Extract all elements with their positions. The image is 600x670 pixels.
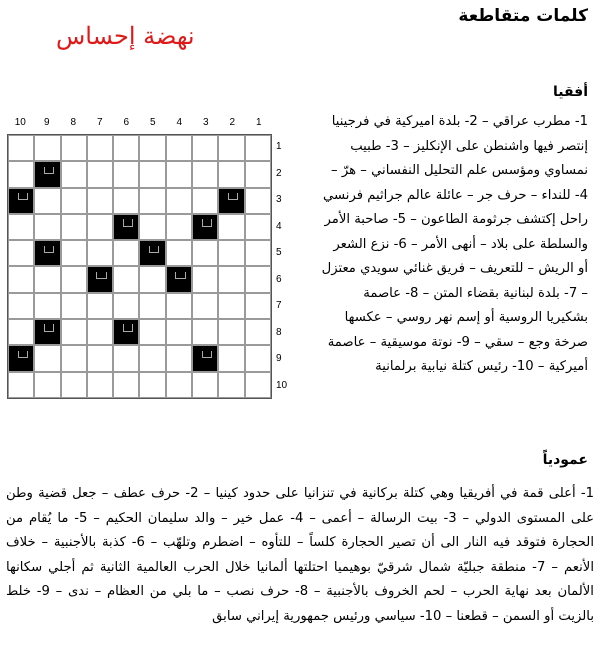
grid-cell[interactable] [192,266,218,292]
black-cell [192,214,218,240]
down-clue: ما بلي من العظام [106,584,209,599]
across-clues [320,110,588,380]
black-cell [34,161,60,187]
down-clue: اضطرم وتلهّب [163,535,244,550]
clue-separator: – [49,584,68,599]
across-clue: سقي [484,334,514,350]
clue-separator: – [526,187,542,203]
grid-cell[interactable] [245,372,271,398]
clue-separator: – [523,261,539,276]
across-clue: هرّ [341,163,357,178]
row-numbers [276,134,292,399]
across-clue: عاصمة أميركية [327,334,588,374]
grid-cell[interactable] [166,345,192,371]
across-clue: 4- للنداء [541,187,588,203]
across-clue: فريق غنائي سويدي معتزل [321,261,466,276]
grid-cell[interactable] [113,161,139,187]
clue-separator: – [144,535,163,550]
grid-cell[interactable] [218,135,244,161]
clue-separator: – [513,334,529,350]
grid-cell[interactable] [139,188,165,214]
grid-cell[interactable] [61,214,87,240]
clue-separator: – [456,510,475,526]
site-logo: نهضة إحساس [56,22,195,50]
grid-cell[interactable] [166,240,192,266]
down-clue: 6- كذبة بالأجنبية [53,535,145,550]
row-number: 5 [276,247,282,258]
clue-separator: – [406,236,422,252]
across-clue: 10- رئيس كتلة نيابية برلمانية [375,359,534,374]
column-number: 9 [43,117,50,128]
grid-cell[interactable] [87,293,113,319]
page-title: كلمات متقاطعة [458,6,588,26]
clue-separator: – [303,510,322,526]
grid-cell[interactable] [192,293,218,319]
grid-cell[interactable] [245,214,271,240]
grid-cell[interactable] [192,161,218,187]
grid-cell[interactable] [113,188,139,214]
grid-cell[interactable] [113,293,139,319]
grid-cell[interactable] [61,372,87,398]
grid-cell[interactable] [34,372,60,398]
down-clue: جعل قضية وطن على المستوى الدولي [6,486,595,526]
down-clue: 8- حرف نصب [226,584,309,599]
grid-cell[interactable] [8,293,34,319]
down-clue: 2- حرف عطف [113,486,199,501]
grid-cell[interactable] [87,214,113,240]
black-cell [34,240,60,266]
grid-cell[interactable] [245,188,271,214]
clue-separator: – [291,535,310,550]
grid-cell[interactable] [139,135,165,161]
black-cell [8,188,34,214]
across-clue: أنهى الأمر [421,236,476,252]
grid-cell[interactable] [218,240,244,266]
grid-cell[interactable] [61,319,87,345]
grid-cell[interactable] [245,293,271,319]
down-heading: عمودياً [542,452,588,468]
down-clue: 3- بيت الرسالة [370,510,457,526]
grid-cell[interactable] [245,266,271,292]
clue-separator: – [243,535,262,550]
clue-separator: – [331,163,342,178]
black-cell [166,266,192,292]
grid-cell[interactable] [218,319,244,345]
across-clue: 6- نزع الشعر أو الريش [333,236,588,276]
row-number: 9 [276,353,282,364]
clue-separator: – [215,510,234,526]
grid-cell[interactable] [192,188,218,214]
grid-cell[interactable] [34,293,60,319]
across-heading: أفقيا [552,84,588,100]
grid-cell[interactable] [218,293,244,319]
grid-cell[interactable] [8,240,34,266]
clue-separator: – [381,310,397,325]
across-clue: عكسها صرخة وجع [344,310,588,350]
column-numbers [7,117,272,131]
clue-separator: – [365,334,381,350]
crossword-grid[interactable] [7,134,272,399]
grid-cell[interactable] [113,135,139,161]
grid-cell[interactable] [113,266,139,292]
grid-cell[interactable] [218,372,244,398]
grid-cell[interactable] [87,240,113,266]
row-number: 10 [276,379,288,391]
clue-separator: – [35,535,54,550]
clue-separator: – [308,584,327,599]
row-number: 4 [276,220,282,232]
grid-cell[interactable] [34,266,60,292]
row-number: 1 [276,141,282,152]
grid-cell[interactable] [245,319,271,345]
grid-cell[interactable] [34,214,60,240]
black-cell [113,319,139,345]
grid-cell[interactable] [61,240,87,266]
column-number: 10 [14,117,26,128]
column-number: 4 [176,117,183,128]
clue-separator: – [418,285,434,301]
row-number: 8 [276,326,282,338]
grid-cell[interactable] [139,319,165,345]
row-number: 3 [276,194,282,205]
grid-cell[interactable] [166,214,192,240]
across-clue: حرف جر [477,187,527,203]
black-cell [34,319,60,345]
down-clue: 4- عمل خير [233,510,304,526]
grid-cell[interactable] [166,135,192,161]
clue-separator: – [87,510,106,526]
grid-cell[interactable] [245,345,271,371]
grid-cell[interactable] [34,345,60,371]
clue-separator: – [88,584,107,599]
down-clue: لحم الخروف بالأجنبية [326,584,445,599]
across-clue: 7- بلدة لبنانية بقضاء المتن [433,285,578,301]
grid-cell[interactable] [218,161,244,187]
across-clue: 1- مطرب عراقي [492,114,588,129]
across-clue: 8- عاصمة بشكيريا الروسية أو إسم نهر روسي [363,285,588,325]
grid-cell[interactable] [113,240,139,266]
clue-separator: – [208,584,227,599]
down-clue: للتأوه [261,535,292,550]
column-number: 5 [149,117,156,128]
grid-cell[interactable] [166,372,192,398]
grid-cell[interactable] [87,319,113,345]
grid-cell[interactable] [87,372,113,398]
down-clue: والد سليمان الحكيم [105,510,216,526]
grid-cell[interactable] [245,161,271,187]
across-clue: للتعريف [480,261,524,276]
grid-cell[interactable] [139,293,165,319]
down-clue: 7- منطقة جبليّة شمال شرقيّ بوهيميا احتلتها ألمانيا خلال الحرب العالمية الثانية ثم أجلي سكانها الألمان بعد نهاية الحرب [6,559,594,599]
grid-cell[interactable] [245,135,271,161]
down-clue: 9- خلط بالزيت أو السمن [6,584,594,624]
clue-separator: – [545,559,564,575]
column-number: 7 [96,117,103,128]
clue-separator: – [533,359,549,374]
clue-separator: – [487,608,503,624]
column-number: 3 [202,117,209,128]
grid-cell[interactable] [139,266,165,292]
down-clue: ندى [67,584,89,599]
across-clue: 3- طبيب نمساوي ومؤسس علم التحليل النفساني [350,138,588,178]
column-number: 8 [70,117,77,128]
down-clue: 5- ما يُقام من الحجارة فتوقد فيه النار الى أن تصير الحجارة كلساً [6,510,594,550]
black-cell [8,345,34,371]
grid-cell[interactable] [61,266,87,292]
clue-separator: – [398,138,414,154]
grid-cell[interactable] [166,293,192,319]
grid-cell[interactable] [166,319,192,345]
grid-cell[interactable] [87,161,113,187]
column-number: 1 [255,117,262,128]
black-cell [87,266,113,292]
grid-cell[interactable] [113,372,139,398]
grid-cell[interactable] [218,345,244,371]
clue-separator: – [469,334,485,350]
grid-cell[interactable] [166,188,192,214]
clue-separator: – [198,486,216,501]
grid-cell[interactable] [61,188,87,214]
grid-cell[interactable] [245,240,271,266]
clue-separator: – [477,114,493,129]
across-clue: 5- صاحبة الأمر والسلطة على بلاد [324,212,588,252]
grid-cell[interactable] [192,319,218,345]
column-number: 6 [123,117,130,128]
grid-cell[interactable] [8,266,34,292]
grid-cell[interactable] [8,319,34,345]
clue-separator: – [475,236,491,252]
across-clue: 9- نوتة موسيقية [380,334,470,350]
grid-cell[interactable] [87,345,113,371]
clue-separator: – [465,261,481,276]
grid-cell[interactable] [61,161,87,187]
grid-cell[interactable] [8,135,34,161]
black-cell [192,345,218,371]
black-cell [218,188,244,214]
down-clue: 1- أعلى قمة في أفريقيا وهي كتلة بركانية في تنزانيا على حدود كينيا [215,486,594,501]
clue-separator: – [577,285,588,301]
black-cell [139,240,165,266]
clue-separator: – [406,212,421,227]
grid-cell[interactable] [192,240,218,266]
grid-cell[interactable] [8,161,34,187]
down-clue: أعمى [321,510,352,526]
down-clues [6,482,594,629]
grid-cell[interactable] [166,161,192,187]
down-clue: قطعنا [456,608,488,624]
across-clue: عائلة عالم جراثيم فرنسي راحل إكتشف جرثومة الطاعون [323,187,588,227]
black-cell [113,214,139,240]
grid-cell[interactable] [8,372,34,398]
row-number: 6 [276,273,282,285]
grid-cell[interactable] [218,266,244,292]
clue-separator: – [351,510,371,526]
row-number: 7 [276,300,282,311]
grid-cell[interactable] [87,188,113,214]
column-number: 2 [229,117,236,128]
across-clue: 2- بلدة اميركية في فرجينيا إنتصر فيها واشنطن على الإنكليز [331,114,588,154]
grid-cell[interactable] [8,214,34,240]
down-clue: خلاف الأنعم [6,535,594,575]
grid-cell[interactable] [34,135,60,161]
grid-cell[interactable] [34,188,60,214]
clue-separator: – [96,486,114,501]
grid-cell[interactable] [113,345,139,371]
clue-separator: – [356,163,372,178]
clue-separator: – [441,608,457,624]
grid-cell[interactable] [218,214,244,240]
grid-cell[interactable] [139,161,165,187]
grid-cell[interactable] [139,345,165,371]
clue-separator: – [462,187,478,203]
grid-cell[interactable] [61,345,87,371]
grid-cell[interactable] [139,372,165,398]
grid-cell[interactable] [61,293,87,319]
row-number: 2 [276,167,282,179]
grid-cell[interactable] [61,135,87,161]
grid-cell[interactable] [192,372,218,398]
grid-cell[interactable] [139,214,165,240]
clue-separator: – [444,584,463,599]
down-clue: 10- سياسي ورئيس جمهورية إيراني سابق [212,608,442,624]
grid-cell[interactable] [192,135,218,161]
grid-cell[interactable] [87,135,113,161]
